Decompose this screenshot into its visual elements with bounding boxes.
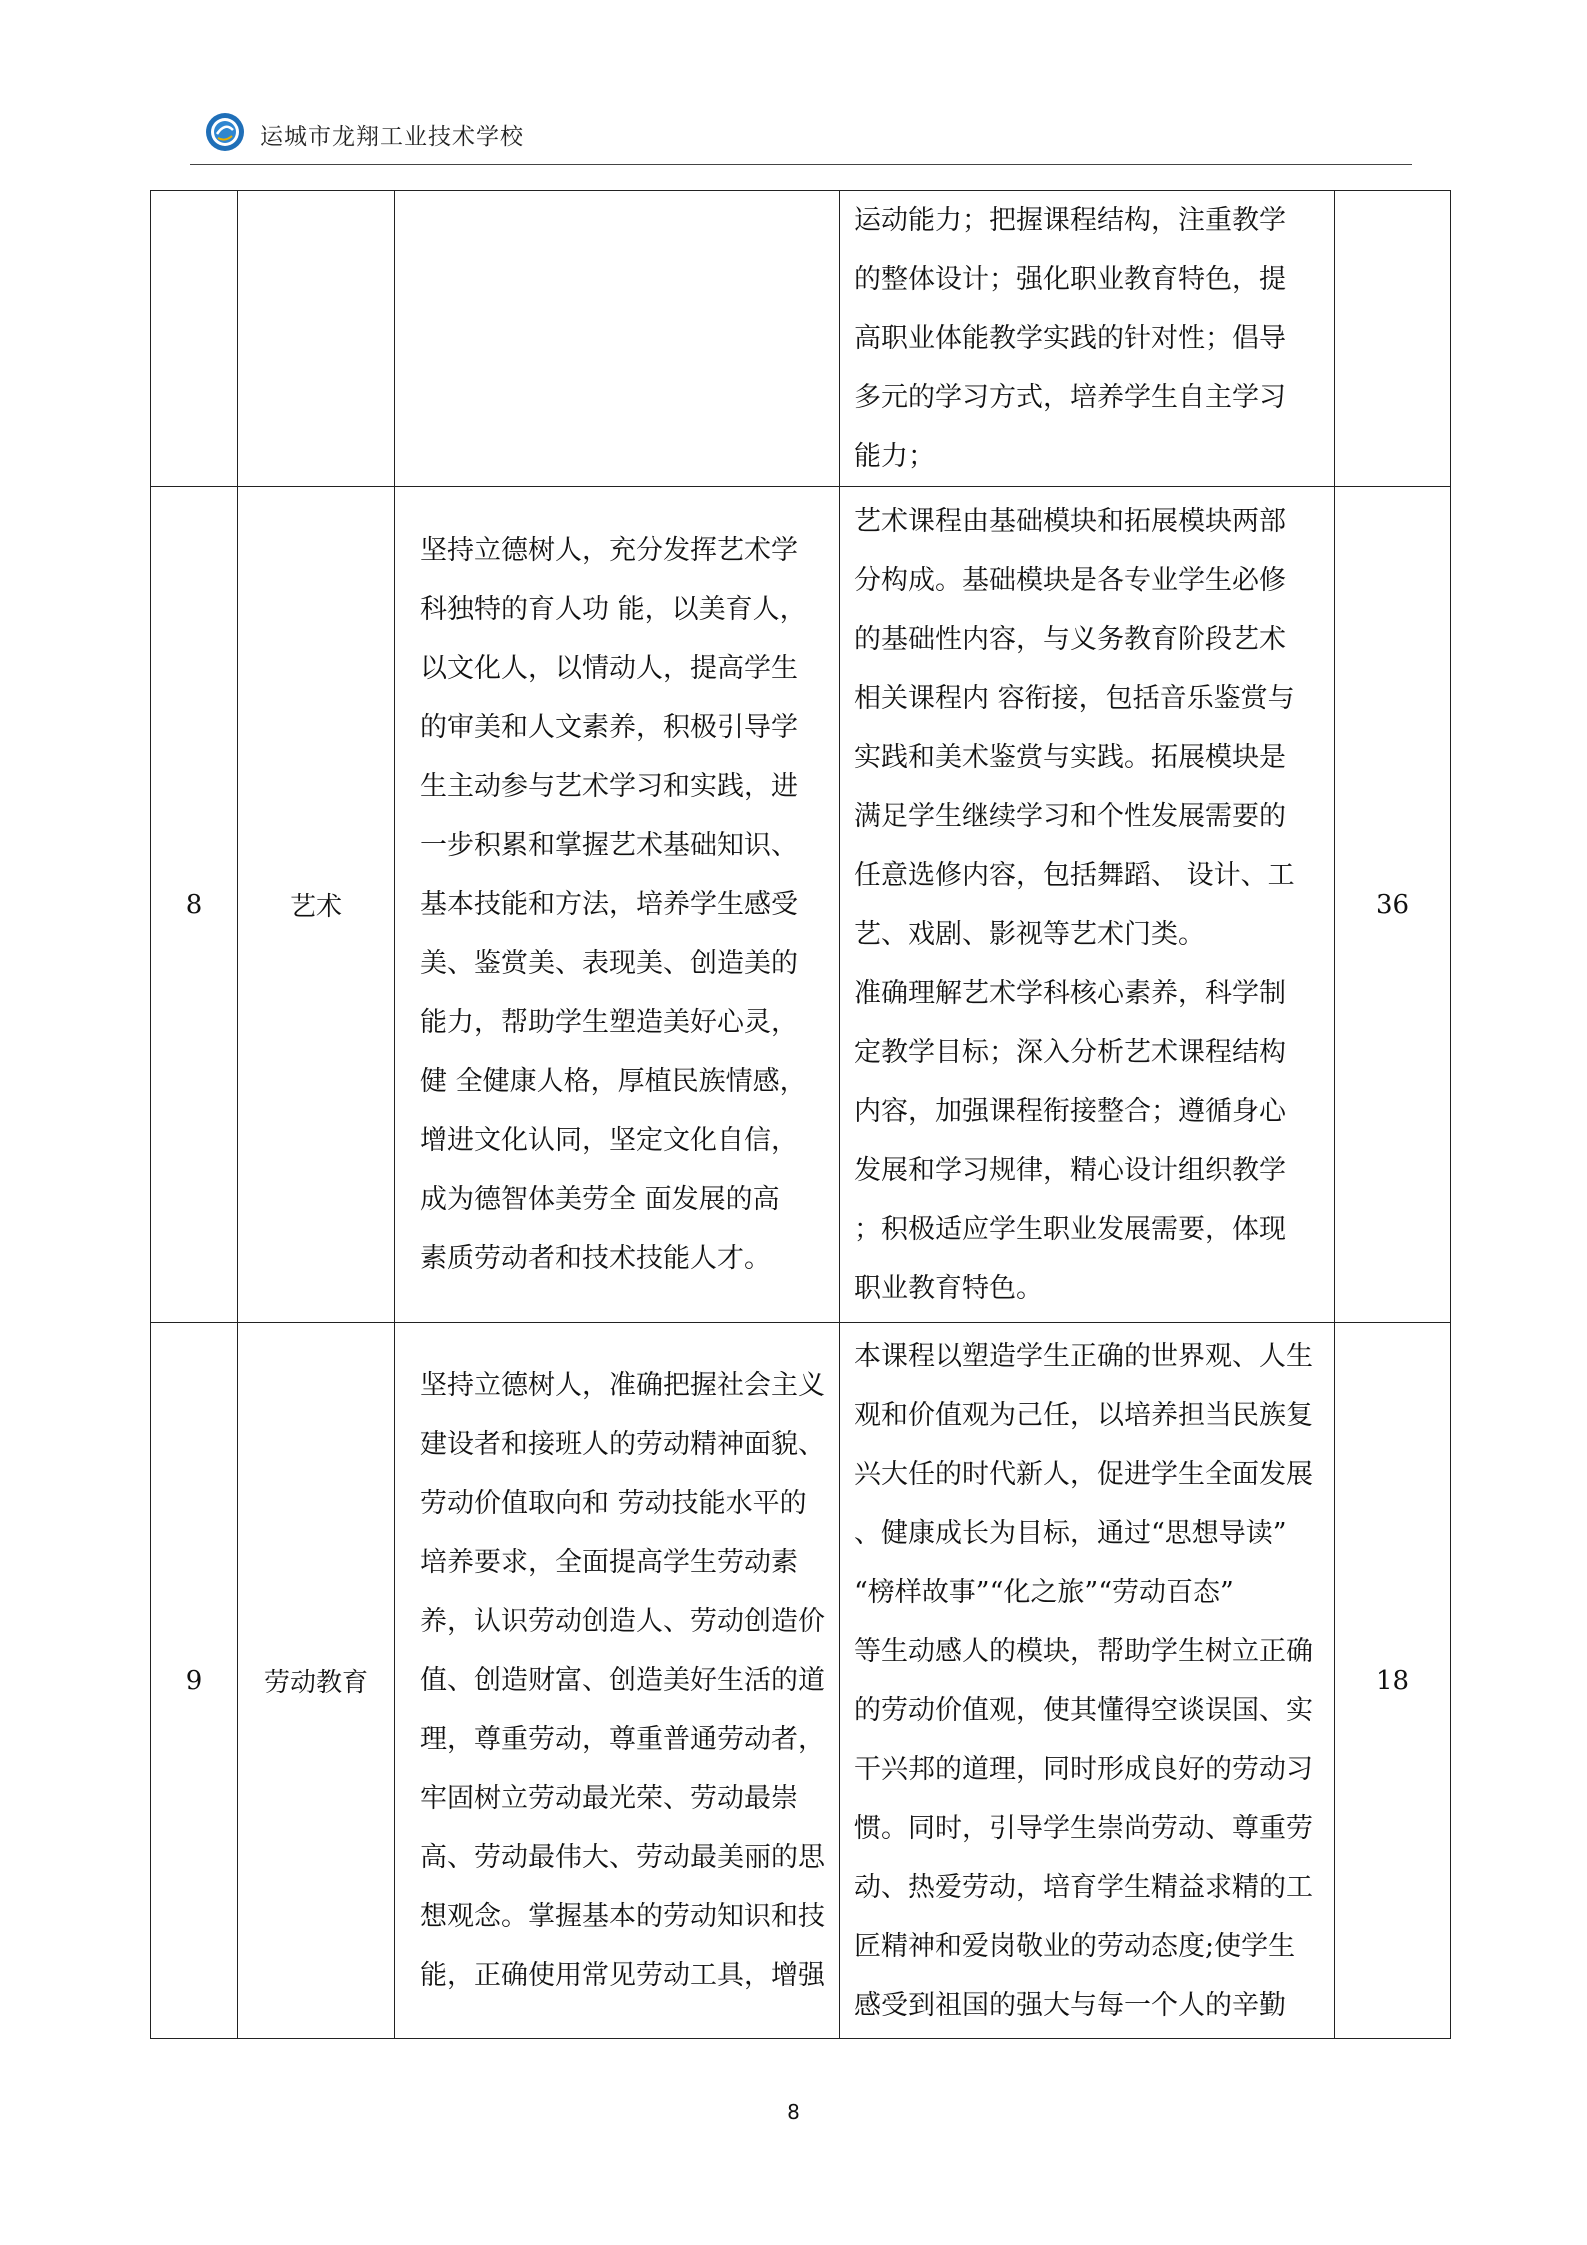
objective-line: 坚持立德树人，准确把握社会主义	[420, 1370, 825, 1401]
objective-line: 想观念。掌握基本的劳动知识和技	[420, 1901, 825, 1932]
content-line: 惯。同时，引导学生崇尚劳动、尊重劳	[854, 1812, 1313, 1844]
objective-line: 以文化人，以情动人，提高学生	[420, 653, 798, 684]
course-objective-cell	[395, 1323, 840, 2039]
content-line: 本课程以塑造学生正确的世界观、人生	[854, 1340, 1313, 1372]
objective-line: 成为德智体美劳全 面发展的高	[420, 1184, 780, 1215]
content-line: 兴大任的时代新人，促进学生全面发展	[854, 1458, 1313, 1490]
course-hours-cell: 36	[1335, 487, 1451, 1323]
course-name-cell	[238, 191, 395, 487]
content-line: 实践和美术鉴赏与实践。拓展模块是	[854, 741, 1286, 773]
objective-line: 一步积累和掌握艺术基础知识、	[420, 830, 798, 861]
content-line: 多元的学习方式，培养学生自主学习	[854, 382, 1286, 413]
objective-line: 劳动价值取向和 劳动技能水平的	[420, 1488, 807, 1519]
content-line: 的整体设计；强化职业教育特色，提	[854, 264, 1286, 295]
course-content-cell	[840, 487, 1335, 1323]
course-objective-cell	[395, 487, 840, 1323]
page-number: 8	[787, 2100, 800, 2124]
objective-line: 坚持立德树人，充分发挥艺术学	[420, 535, 798, 566]
table-row	[151, 191, 1451, 487]
objective-line: 的审美和人文素养，积极引导学	[420, 712, 798, 743]
content-line: 发展和学习规律，精心设计组织教学	[854, 1154, 1286, 1186]
school-name: 运城市龙翔工业技术学校	[260, 124, 524, 150]
objective-line: 生主动参与艺术学习和实践，进	[420, 771, 798, 802]
objective-line: 素质劳动者和技术技能人才。	[420, 1243, 771, 1274]
course-hours-cell	[1335, 191, 1451, 487]
objective-line: 健 全健康人格，厚植民族情感，	[420, 1066, 807, 1097]
content-line: ；积极适应学生职业发展需要，体现	[854, 1213, 1286, 1245]
content-line: 观和价值观为己任，以培养担当民族复	[854, 1399, 1313, 1431]
content-line: 分构成。基础模块是各专业学生必修	[854, 564, 1286, 596]
content-line: 相关课程内 容衔接，包括音乐鉴赏与	[854, 682, 1295, 714]
objective-line: 理，尊重劳动，尊重普通劳动者，	[420, 1724, 825, 1755]
content-line: 、健康成长为目标，通过“思想导读”	[854, 1517, 1287, 1549]
objective-line: 增进文化认同，坚定文化自信，	[420, 1125, 798, 1156]
objective-line: 美、鉴赏美、表现美、创造美的	[420, 948, 798, 979]
objective-line: 能力，帮助学生塑造美好心灵，	[420, 1007, 798, 1038]
content-line: 干兴邦的道理，同时形成良好的劳动习	[854, 1753, 1313, 1785]
curriculum-table	[150, 190, 1451, 2039]
objective-line: 养，认识劳动创造人、劳动创造价	[420, 1606, 825, 1637]
course-content-cell	[840, 191, 1335, 487]
course-number-cell	[151, 191, 238, 487]
course-objective-cell	[395, 191, 840, 487]
table-row	[151, 1323, 1451, 2039]
objective-line: 值、创造财富、创造美好生活的道	[420, 1665, 825, 1696]
objective-line: 建设者和接班人的劳动精神面貌、	[420, 1429, 825, 1460]
content-line: 准确理解艺术学科核心素养，科学制	[854, 977, 1286, 1009]
content-line: 感受到祖国的强大与每一个人的辛勤	[854, 1989, 1286, 2021]
content-line: 的基础性内容，与义务教育阶段艺术	[854, 623, 1286, 655]
course-number-cell: 8	[151, 487, 238, 1323]
content-line: 等生动感人的模块，帮助学生树立正确	[854, 1635, 1313, 1667]
curriculum-table-body	[151, 191, 1451, 2039]
content-line: 艺、戏剧、影视等艺术门类。	[854, 918, 1205, 950]
content-line: 内容，加强课程衔接整合；遵循身心	[854, 1095, 1286, 1127]
course-content-cell	[840, 1323, 1335, 2039]
content-line: 艺术课程由基础模块和拓展模块两部	[854, 505, 1286, 537]
content-line: “榜样故事”“化之旅”“劳动百态”	[854, 1576, 1234, 1608]
content-line: 的劳动价值观，使其懂得空谈误国、实	[854, 1694, 1313, 1726]
objective-line: 基本技能和方法，培养学生感受	[420, 889, 798, 920]
objective-line: 能，正确使用常见劳动工具，增强	[420, 1960, 825, 1991]
content-line: 能力；	[854, 441, 935, 472]
school-emblem-icon	[205, 112, 245, 152]
table-row	[151, 487, 1451, 1323]
objective-line: 培养要求，全面提高学生劳动素	[420, 1547, 798, 1578]
course-hours-cell: 18	[1335, 1323, 1451, 2039]
course-name-cell: 艺术	[238, 487, 395, 1323]
content-line: 动、热爱劳动，培育学生精益求精的工	[854, 1871, 1313, 1903]
objective-line: 高、劳动最伟大、劳动最美丽的思	[420, 1842, 825, 1873]
content-line: 职业教育特色。	[854, 1272, 1043, 1304]
objective-line: 牢固树立劳动最光荣、劳动最崇	[420, 1783, 798, 1814]
course-number-cell: 9	[151, 1323, 238, 2039]
content-line: 高职业体能教学实践的针对性；倡导	[854, 323, 1286, 354]
objective-line: 科独特的育人功 能，以美育人，	[420, 594, 807, 625]
content-line: 运动能力；把握课程结构，注重教学	[854, 205, 1286, 236]
content-line: 匠精神和爱岗敬业的劳动态度;使学生	[854, 1930, 1296, 1962]
content-line: 定教学目标；深入分析艺术课程结构	[854, 1036, 1286, 1068]
course-name-cell: 劳动教育	[238, 1323, 395, 2039]
page-header	[190, 108, 1412, 165]
content-line: 任意选修内容，包括舞蹈、 设计、工	[854, 859, 1295, 891]
content-line: 满足学生继续学习和个性发展需要的	[854, 800, 1286, 832]
